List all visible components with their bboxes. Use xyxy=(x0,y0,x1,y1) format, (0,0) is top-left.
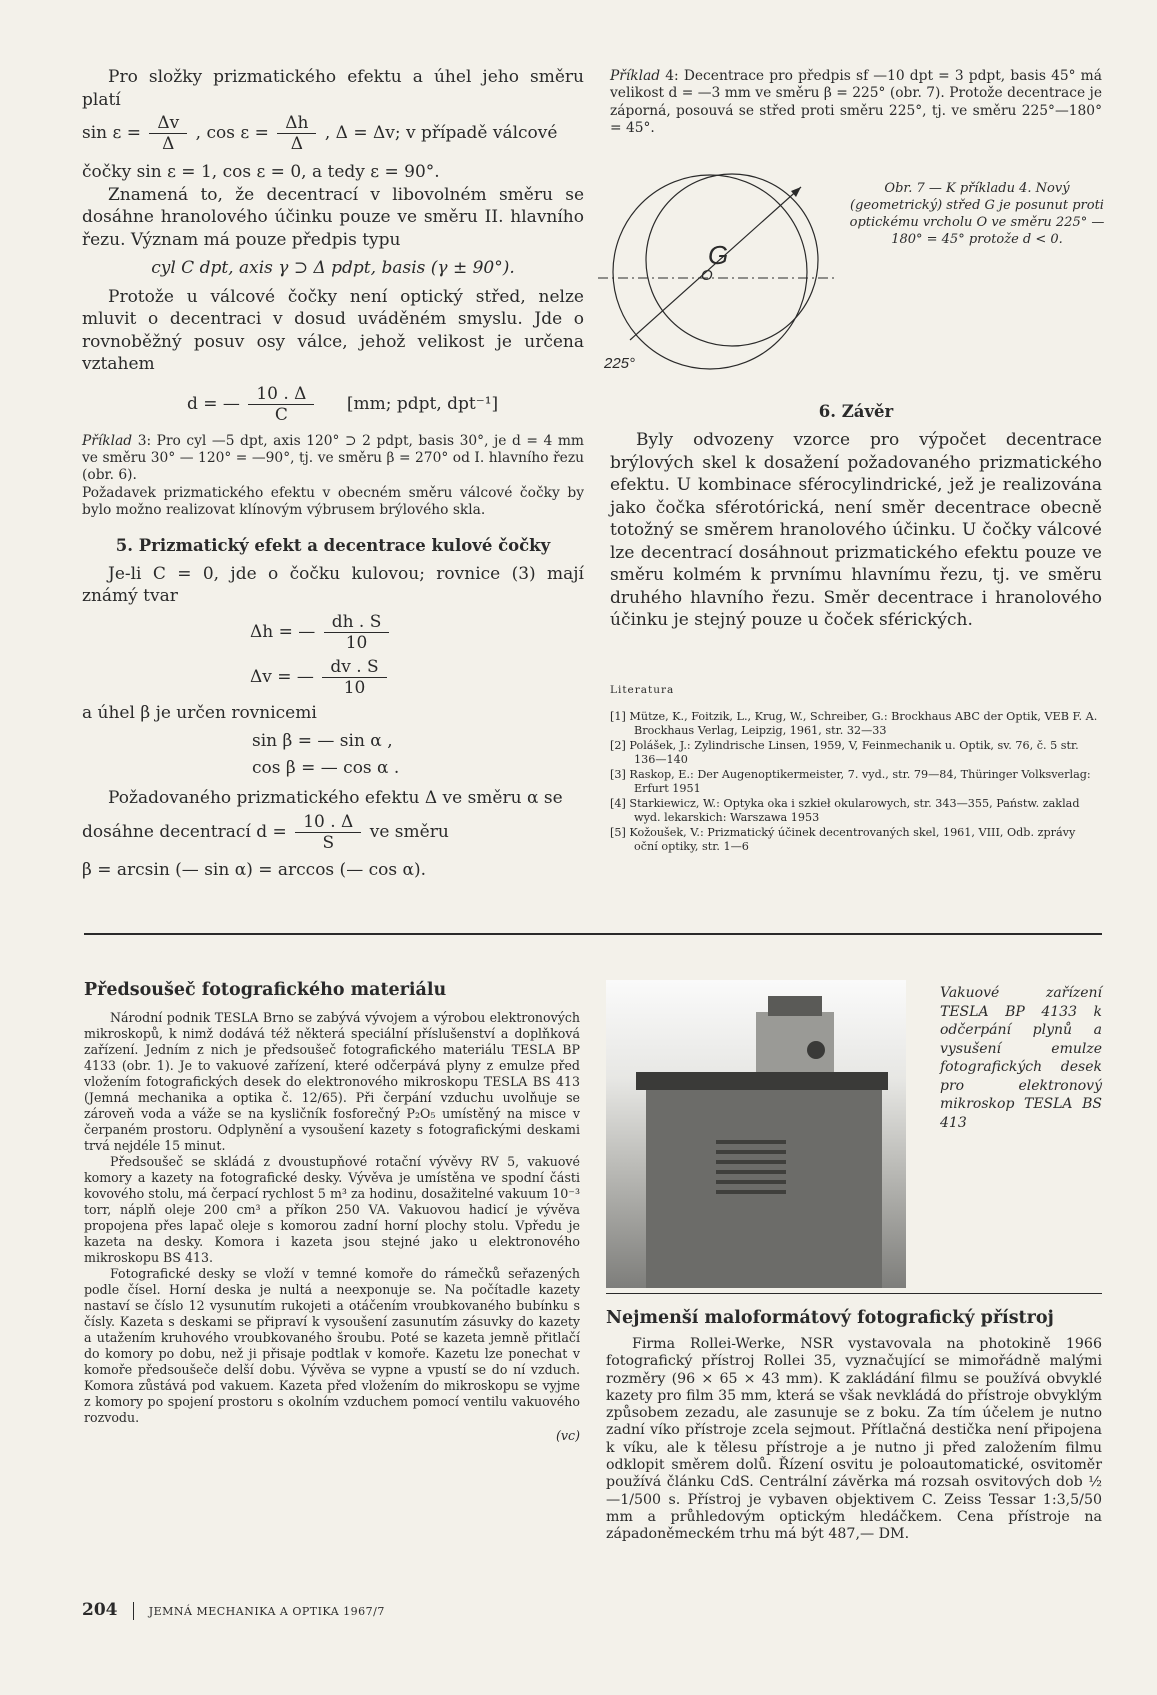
paragraph-1-line1: Pro složky prizmatického efektu a úhel jeho směru platí xyxy=(82,67,584,110)
photo-caption: Vakuové zařízení TESLA BP 4133 k odčerpání plynů a vysušení emulze fotografických desek pro elektronový mikroskop TESLA BS 413 xyxy=(940,985,1102,1131)
fraction-numerator: Δh xyxy=(277,113,316,134)
figure-7-caption: Obr. 7 — K příkladu 4. Nový (geometrický) střed G je posunut proti optickému vrcholu O ve směru 225° — 180° = 45° protože d < 0. xyxy=(849,181,1105,247)
formula-delta-v xyxy=(250,657,584,698)
formula-dh-lhs: Δh = — xyxy=(250,621,316,642)
paragraph-6: a úhel β je určen rovnicemi xyxy=(82,702,317,723)
page-footer xyxy=(82,1600,385,1620)
paragraph-zaver: Byly odvozeny vzorce pro výpočet decentrace brýlových skel k dosažení požadovaného prizmatického efektu. U kombinace sférocylindrické, jež je realizována jako čočka sférotórická, není směr decentrace obecně totožný se směrem hranolového účinku. U čočky válcové lze decentrací dosáhnout prizmatického efektu pouze ve směru kolmém k prvnímu hlavnímu řezu, tj. ve směru druhého hlavního řezu. Směr decentrace i hranolového účinku je stejný pouze u čoček sférických. xyxy=(610,430,1102,630)
literatura-title: Literatura xyxy=(610,683,675,696)
article-2-text: Firma Rollei-Werke, NSR vystavovala na photokině 1966 fotografický přístroj Rollei 35, vyznačující se mimořádně malými rozměry (96 × 65 × 43 mm). K zakládání filmu se používá obvyklé kazety pro film 35 mm, která se však nevkládá do přístroje obvyklým způsobem zezadu, ale zasunuje se z boku. Za tím účelem je nutno zadní víko přístroje zcela sejmout. Přítlačná destička není připojena k víku, ale k tělesu přístroje a je nutno ji před založením filmu odklopit směrem dolů. Řízení osvitu je poloautomatické, osvitoměr používá článku CdS. Centrální závěrka má rozsah osvitových dob ½—1/500 s. Přístroj je vybaven objektivem C. Zeiss Tessar 1:3,5/50 mm a průhledovým optickým hledáčkem. Cena přístroje na západoněmeckém trhu má být 487,— DM. xyxy=(606,1336,1102,1543)
formula-d xyxy=(187,384,584,425)
article-divider xyxy=(606,1293,1102,1294)
formula-sin-cos xyxy=(82,113,584,161)
chamber-knob xyxy=(807,1041,825,1059)
table-top xyxy=(636,1072,888,1090)
fraction-decentrace xyxy=(295,812,361,853)
arrow-head xyxy=(791,187,801,197)
device-photo-drawing xyxy=(606,980,906,1288)
reference-item: [3] Raskop, E.: Der Augenoptikermeister, 7. vyd., str. 79—84, Thüringer Volksverlag: Erfurt 1951 xyxy=(610,767,1091,795)
article-rollei xyxy=(606,1308,1102,1544)
fraction-numerator: 10 . Δ xyxy=(295,812,361,833)
paragraph-1-line3: čočky sin ε = 1, cos ε = 0, a tedy ε = 90°. xyxy=(82,162,440,182)
fraction-dv xyxy=(149,113,187,154)
note-paragraph: Požadavek prizmatického efektu v obecném směru válcové čočky by bylo možno realizovat klínovým výbrusem brýlového skla. xyxy=(82,484,584,519)
chamber-lid xyxy=(768,996,822,1016)
example-3-text: 3: Pro cyl —5 dpt, axis 120° ⊃ 2 pdpt, basis 30°, je d = 4 mm ve směru 30° — 120° = —90°, tj. ve směru β = 270° od I. hlavního řezu (obr. 6). xyxy=(82,432,584,484)
paragraph-3: Protože u válcové čočky není optický střed, nelze mluvit o decentraci v dosud uváděném smyslu. Jde o rovnoběžný posuv osy válce, jehož velikost je určena vztahem xyxy=(82,286,584,374)
fraction-denominator: S xyxy=(322,832,335,853)
fraction-d xyxy=(248,384,314,425)
page-divider xyxy=(84,933,1102,935)
paragraph-5: Je-li C = 0, jde o čočku kulovou; rovnice (3) mají známý tvar xyxy=(82,563,584,607)
example-4-label: Příklad xyxy=(610,68,661,84)
inner-circle xyxy=(646,174,818,346)
formula-decentrace-lhs: dosáhne decentrací d = xyxy=(82,821,287,842)
example-4-text: 4: Decentrace pro předpis sf —10 dpt = 3 pdpt, basis 45° má velikost d = —3 mm ve směru β = 225° (obr. 7). Protože decentrace je záporná, posouvá se střed proti směru 225°, tj. ve směru 225°—180° = 45°. xyxy=(610,68,1102,137)
formula-sin-beta: sin β = — sin α , xyxy=(252,731,393,752)
fraction-numerator: dv . S xyxy=(322,657,386,678)
formula-sin-lhs: sin ε = xyxy=(82,123,141,143)
paragraph-7-line1: Požadovaného prizmatického efektu Δ ve směru α se xyxy=(108,788,563,809)
formula-cyl: cyl C dpt, axis γ ⊃ Δ pdpt, basis (γ ± 90°). xyxy=(151,258,515,278)
figure-7-diagram xyxy=(598,172,838,377)
paragraph-2: Znamená to, že decentrací v libovolném směru se dosáhne hranolového účinku pouze ve směru II. hlavního řezu. Význam má pouze předpis typu xyxy=(82,184,584,250)
footer-separator xyxy=(133,1602,134,1620)
article-1-signature: (vc) xyxy=(556,1428,580,1443)
label-o: O xyxy=(701,267,713,284)
fraction-denominator: Δ xyxy=(290,134,303,154)
page-number: 204 xyxy=(82,1600,118,1620)
article-1-paragraph: Národní podnik TESLA Brno se zabývá vývojem a výrobou elektronových mikroskopů, k nimž dodává též některá speciální příslušenství a doplňková zařízení. Jedním z nich je předsoušeč fotografického materiálu TESLA BP 4133 (obr. 1). Je to vakuové zařízení, které odčerpává plyny z emulze před vložením fotografických desek do elektronového mikroskopu TESLA BS 413 (Jemná mechanika a optika č. 12/65). Při čerpání vzduchu uvolňuje se zároveň voda a váže se na kysličník fosforečný P₂O₅ umístěný na misce v čerpaném prostoru. Odplynění a vysoušení kazety s fotografickými deskami trvá nejdéle 15 minut. xyxy=(84,1010,580,1153)
fraction-denominator: Δ xyxy=(162,134,175,154)
example-3-label: Příklad xyxy=(82,432,133,449)
formula-delta-h xyxy=(250,612,584,653)
fraction-denominator: C xyxy=(274,404,288,425)
formula-cos-lhs: , cos ε = xyxy=(195,123,269,143)
fraction-denominator: 10 xyxy=(345,632,368,653)
label-225: 225° xyxy=(604,355,636,372)
formula-cos-beta: cos β = — cos α . xyxy=(252,757,400,778)
section-6-title: 6. Závěr xyxy=(818,402,894,421)
paragraph-7-line3: β = arcsin (— sin α) = arccos (— cos α). xyxy=(82,859,426,880)
table-cabinet xyxy=(646,1090,882,1288)
fraction-delta-h xyxy=(324,612,390,653)
fraction-numerator: 10 . Δ xyxy=(248,384,314,405)
right-column xyxy=(610,68,1102,138)
formula-d-lhs: d = — xyxy=(187,393,240,414)
journal-name: JEMNÁ MECHANIKA A OPTIKA 1967/7 xyxy=(148,1605,385,1618)
formula-d-units: [mm; pdpt, dpt⁻¹] xyxy=(346,393,499,414)
fraction-numerator: dh . S xyxy=(324,612,390,633)
article-1-title: Předsoušeč fotografického materiálu xyxy=(84,980,447,1000)
reference-item: [4] Starkiewicz, W.: Optyka oka i szkieł okularowych, str. 343—355, Państw. zaklad wyd. lekarskich: Warszawa 1953 xyxy=(610,796,1080,824)
reference-item: [1] Mütze, K., Foitzik, L., Krug, W., Schreiber, G.: Brockhaus ABC der Optik, VEB F. A. Brockhaus Verlag, Leipzig, 1961, str. 32—33 xyxy=(610,709,1098,737)
left-column xyxy=(82,66,584,881)
fraction-delta-v xyxy=(322,657,386,698)
fraction-denominator: 10 xyxy=(343,677,366,698)
article-2-title: Nejmenší maloformátový fotografický přístroj xyxy=(606,1308,1054,1328)
article-1-paragraph: Fotografické desky se vloží v temné komoře do rámečků seřazených podle čísel. Horní deska je nultá a neexponuje se. Na počítadle kazety nastaví se číslo 12 vysunutím rukojeti a otáčením vroubkovaného bubínku s čísly. Kazeta s deskami se připraví k vysoušení zasunutím zásuvky do kazety a utažením kruhového vroubkovaného šroubu. Poté se kazeta jemně přitlačí do komory po dobu, než ji přisaje podtlak v komoře. Kazetu lze ponechat v komoře předsoušeče delší dobu. Vývěva se vypne a vpustí se do ní vzduch. Komora zůstává pod vakuem. Kazeta před vložením do mikroskopu se vyjme z komory po spojení prostoru s okolním vzduchem pomocí ventilu vakuového rozvodu. xyxy=(84,1266,580,1425)
formula-decentrace-tail: ve směru xyxy=(369,821,449,842)
section-5-title: 5. Prizmatický efekt a decentrace kulové čočky xyxy=(115,535,551,555)
vacuum-chamber xyxy=(756,1012,834,1072)
references-list xyxy=(610,710,1102,854)
reference-item: [2] Polášek, J.: Zylindrische Linsen, 1959, V, Feinmechanik u. Optik, sv. 76, č. 5 str. 136—140 xyxy=(610,738,1079,766)
article-predsousec xyxy=(84,980,580,1444)
reference-item: [5] Kožoušek, V.: Prizmatický účinek decentrovaných skel, 1961, VIII, Odb. zprávy oční optiky, str. 1—6 xyxy=(610,825,1076,853)
formula-decentrace xyxy=(82,812,584,853)
article-1-paragraph: Předsoušeč se skládá z dvoustupňové rotační vývěvy RV 5, vakuové komory a kazety na fotografické desky. Vývěva je umístěna ve spodní části kovového stolu, má čerpací rychlost 5 m³ za hodinu, dosažitelné vakuum 10⁻³ torr, náplň oleje 200 cm³ a příkon 250 VA. Vakuovou hadicí je vývěva propojena přes lapač oleje s komorou zadní horní plochy stolu. Vpředu je kazeta na desky. Komora i kazeta jsou stejné jako u elektronového mikroskopu BS 413. xyxy=(84,1154,580,1265)
fraction-dh xyxy=(277,113,316,154)
device-photo xyxy=(606,980,906,1288)
example-3 xyxy=(82,433,584,485)
example-4 xyxy=(610,68,1102,138)
formula-dv-lhs: Δv = — xyxy=(250,666,314,687)
formula-tail: , Δ = Δv; v případě válcové xyxy=(324,123,558,143)
label-g: G xyxy=(708,240,729,270)
right-column-lower xyxy=(610,402,1102,855)
fraction-numerator: Δv xyxy=(149,113,187,134)
